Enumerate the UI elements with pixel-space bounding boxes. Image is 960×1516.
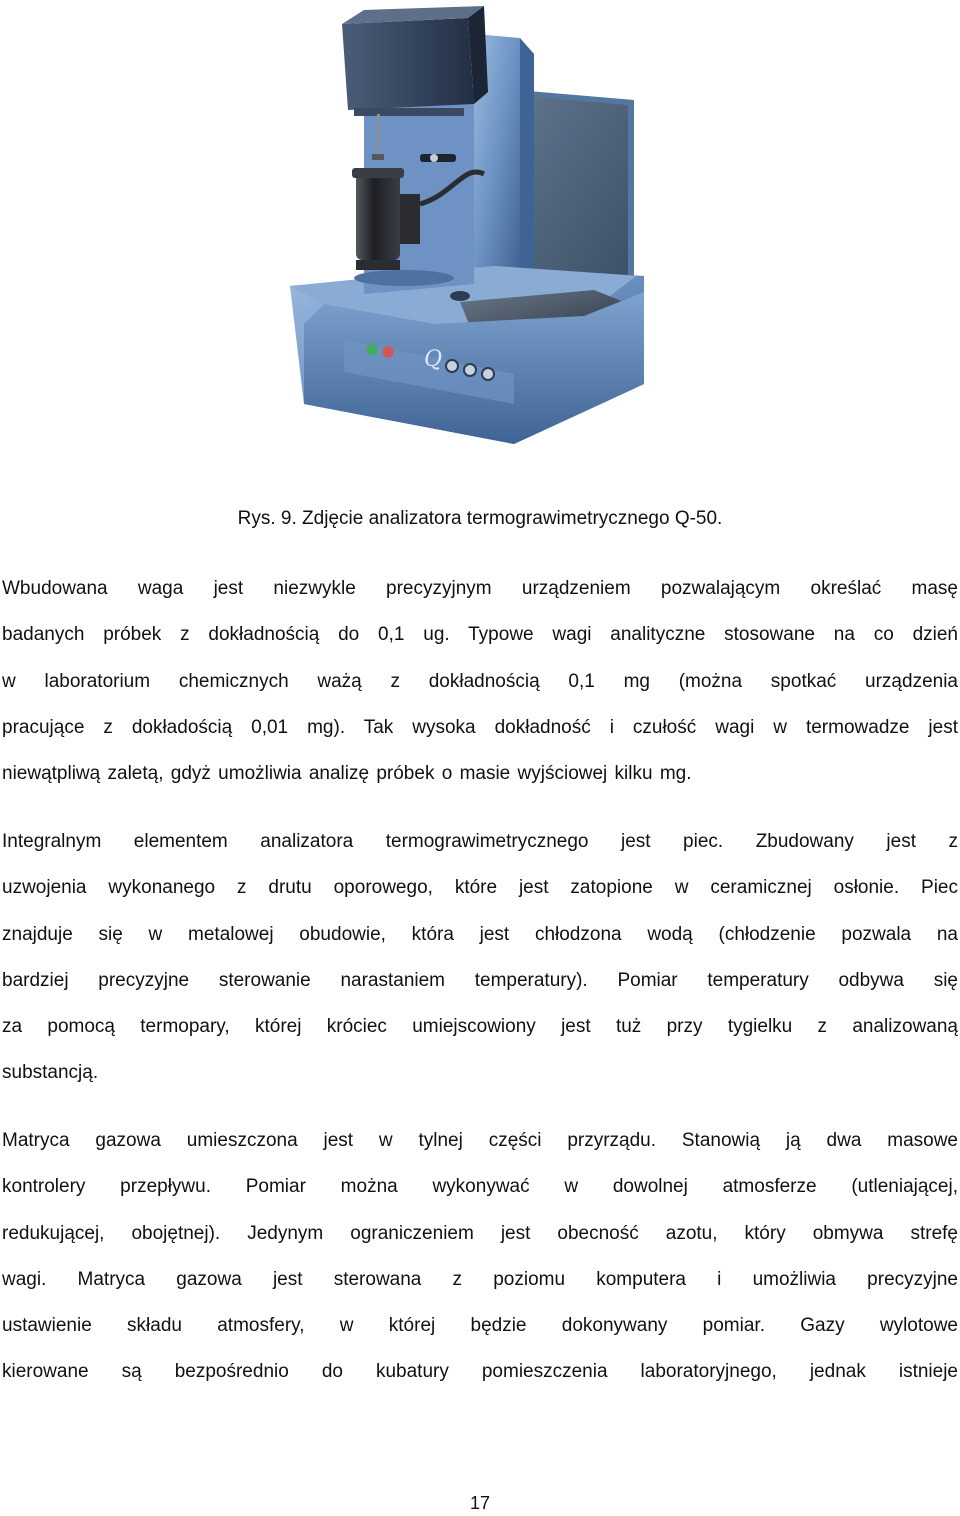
text-line: znajduje się w metalowej obudowie, która jest chłodzona wodą (chłodzenie pozwala na	[2, 923, 958, 945]
paragraph-gas-matrix	[2, 1118, 958, 1396]
q50-analyzer-illustration	[284, 4, 664, 468]
text-line: Integralnym elementem analizatora termograwimetrycznego jest piec. Zbudowany jest z	[2, 831, 958, 852]
text-line: kierowane są bezpośrednio do kubatury pomieszczenia laboratoryjnego, jednak istnieje	[2, 1361, 958, 1383]
page-number: 17	[469, 1493, 491, 1513]
text-line: pracujące z dokładością 0,01 mg). Tak wysoka dokładność i czułość wagi w termowadze jest	[2, 716, 958, 738]
text-line: bardziej precyzyjne sterowanie narastaniem temperatury). Pomiar temperatury odbywa się	[2, 969, 958, 991]
gas-port-icon	[446, 360, 458, 372]
gas-port-icon	[464, 364, 476, 376]
gas-port-icon	[482, 368, 494, 380]
paragraph-furnace	[2, 819, 958, 1097]
text-line: wagi. Matryca gazowa jest sterowana z poziomu komputera i umożliwia precyzyjne	[2, 1268, 958, 1290]
hang-down-wire	[377, 114, 380, 158]
text-line: kontrolery przepływu. Pomiar można wykonywać w dowolnej atmosferze (utleniającej,	[2, 1176, 958, 1198]
text-line: niewątpliwą zaletą, gdyż umożliwia analizę próbek o masie wyjściowej kilku mg.	[2, 763, 692, 785]
balance-head	[342, 18, 474, 110]
furnace	[356, 172, 400, 260]
text-line: za pomocą termopary, której króciec umiejscowiony jest tuż przy tygielku z analizowaną	[2, 1016, 958, 1038]
text-line: Matryca gazowa umieszczona jest w tylnej części przyrządu. Stanowią ją dwa masowe	[2, 1130, 958, 1151]
text-line: w laboratorium chemicznych ważą z dokładnością 0,1 mg (można spotkać urządzenia	[2, 670, 958, 692]
text-line: badanych próbek z dokładnością do 0,1 ug. Typowe wagi analityczne stosowane na co dzień	[2, 624, 958, 646]
figure-caption: Rys. 9. Zdjęcie analizatora termograwimetrycznego Q-50.	[237, 508, 723, 529]
text-line: ustawienie składu atmosfery, w której będzie dokonywany pomiar. Gazy wylotowe	[2, 1315, 958, 1337]
q-logo-icon: Q	[424, 347, 443, 372]
text-line: redukującej, obojętnej). Jedynym ograniczeniem jest obecność azotu, który obmywa strefę	[2, 1222, 958, 1244]
status-indicator-icon	[383, 347, 394, 358]
text-line: Wbudowana waga jest niezwykle precyzyjnym urządzeniem pozwalającym określać masę	[2, 578, 958, 599]
power-indicator-icon	[367, 345, 378, 356]
instrument-photo	[284, 4, 664, 468]
paragraph-balance	[2, 566, 958, 797]
text-line: substancją.	[2, 1062, 99, 1084]
text-line: uzwojenia wykonanego z drutu oporowego, które jest zatopione w ceramicznej osłonie. Piec	[2, 877, 958, 899]
